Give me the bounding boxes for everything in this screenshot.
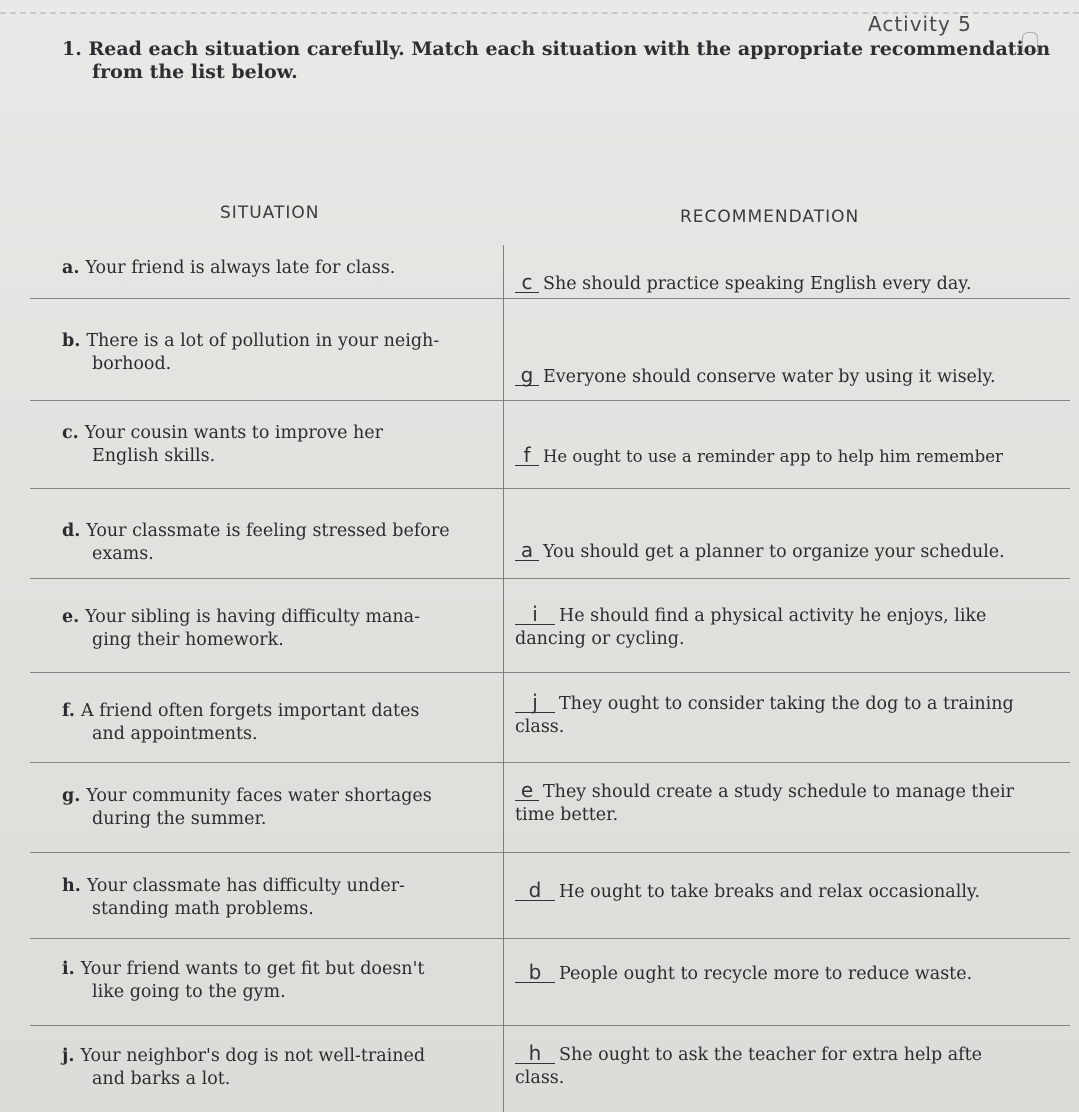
situation-text: Your classmate has difficulty under- [86, 876, 405, 896]
situation-label: f. [62, 701, 75, 721]
situation-column-header: SITUATION [220, 203, 320, 223]
situation-text: A friend often forgets important dates [81, 701, 420, 721]
row-divider [30, 1025, 1070, 1026]
recommendation-text: She ought to ask the teacher for extra help afte [559, 1045, 983, 1065]
situation-text-cont: like going to the gym. [92, 981, 286, 1002]
answer-blank[interactable]: c [515, 272, 539, 293]
situation-label: d. [62, 521, 81, 541]
situation-label: c. [62, 423, 79, 443]
recommendation-text-cont: dancing or cycling. [515, 628, 685, 649]
situation-text: Your friend is always late for class. [85, 258, 396, 278]
situation-text-cont: standing math problems. [92, 898, 314, 919]
instruction-line-2: from the list below. [92, 61, 298, 84]
answer-blank[interactable]: i [515, 604, 555, 625]
recommendation-text-cont: class. [515, 1067, 565, 1088]
row-divider [30, 938, 1070, 939]
situation-row [62, 257, 498, 280]
row-divider [30, 400, 1070, 401]
answer-blank[interactable]: b [515, 962, 555, 983]
situation-label: j. [62, 1046, 75, 1066]
recommendation-column-header: RECOMMENDATION [680, 207, 860, 227]
recommendation-text: They should create a study schedule to manage their [543, 782, 1015, 802]
situation-text: Your friend wants to get fit but doesn't [80, 959, 425, 979]
situation-text: Your classmate is feeling stressed before [86, 521, 450, 541]
situation-row [62, 785, 498, 831]
recommendation-row [515, 780, 1075, 827]
situation-label: g. [62, 786, 81, 806]
instructions [62, 38, 1072, 84]
answer-blank[interactable]: g [515, 365, 539, 386]
recommendation-text: He ought to take breaks and relax occasionally. [559, 882, 981, 902]
row-divider [30, 852, 1070, 853]
recommendation-text: They ought to consider taking the dog to a training [559, 694, 1014, 714]
recommendation-text: Everyone should conserve water by using it wisely. [543, 367, 996, 387]
row-divider [30, 762, 1070, 763]
answer-blank[interactable]: e [515, 780, 539, 801]
instruction-line-1: 1. Read each situation carefully. Match each situation with the appropriate recommendation [62, 38, 1051, 60]
situation-text-cont: English skills. [92, 445, 216, 466]
recommendation-text: You should get a planner to organize your schedule. [543, 542, 1005, 562]
situation-label: h. [62, 876, 81, 896]
recommendation-row [515, 880, 1075, 904]
recommendation-text-cont: time better. [515, 804, 619, 825]
situation-row [62, 700, 498, 746]
situation-text-cont: during the summer. [92, 808, 267, 829]
answer-blank[interactable]: h [515, 1043, 555, 1064]
situation-text-cont: exams. [92, 543, 154, 564]
situation-label: e. [62, 607, 80, 627]
answer-blank[interactable]: d [515, 880, 555, 901]
recommendation-row [515, 1043, 1075, 1090]
situation-row [62, 520, 498, 566]
recommendation-text: She should practice speaking English every day. [543, 274, 972, 294]
activity-title: Activity 5 [868, 12, 972, 36]
situation-text: Your neighbor's dog is not well-trained [80, 1046, 426, 1066]
row-divider [30, 578, 1070, 579]
situation-row [62, 606, 498, 652]
recommendation-text-cont: class. [515, 716, 565, 737]
situation-text-cont: borhood. [92, 353, 172, 374]
answer-blank[interactable]: a [515, 540, 539, 561]
situation-text-cont: ging their homework. [92, 629, 284, 650]
recommendation-row [515, 445, 1075, 467]
situation-row [62, 958, 498, 1004]
recommendation-text: He ought to use a reminder app to help him remember [543, 447, 1003, 466]
situation-text: Your community faces water shortages [86, 786, 432, 806]
situation-row [62, 1045, 498, 1091]
row-divider [30, 488, 1070, 489]
situation-label: i. [62, 959, 75, 979]
column-divider [503, 245, 504, 1112]
situation-text-cont: and barks a lot. [92, 1068, 231, 1089]
situation-label: a. [62, 258, 80, 278]
answer-blank[interactable]: j [515, 692, 555, 713]
situation-label: b. [62, 331, 81, 351]
situation-text-cont: and appointments. [92, 723, 258, 744]
situation-text: Your sibling is having difficulty mana- [85, 607, 420, 627]
row-divider [30, 298, 1070, 299]
recommendation-row [515, 365, 1075, 389]
recommendation-text: People ought to recycle more to reduce waste. [559, 964, 973, 984]
situation-row [62, 330, 498, 376]
recommendation-row [515, 962, 1075, 986]
recommendation-row [515, 604, 1075, 651]
recommendation-row [515, 272, 1075, 296]
situation-row [62, 875, 498, 921]
situation-text: There is a lot of pollution in your neigh- [86, 331, 440, 351]
recommendation-row [515, 540, 1075, 564]
situation-text: Your cousin wants to improve her [84, 423, 384, 443]
recommendation-text: He should find a physical activity he enjoys, like [559, 606, 987, 626]
row-divider [30, 672, 1070, 673]
recommendation-row [515, 692, 1075, 739]
situation-row [62, 422, 498, 468]
answer-blank[interactable]: f [515, 445, 539, 466]
